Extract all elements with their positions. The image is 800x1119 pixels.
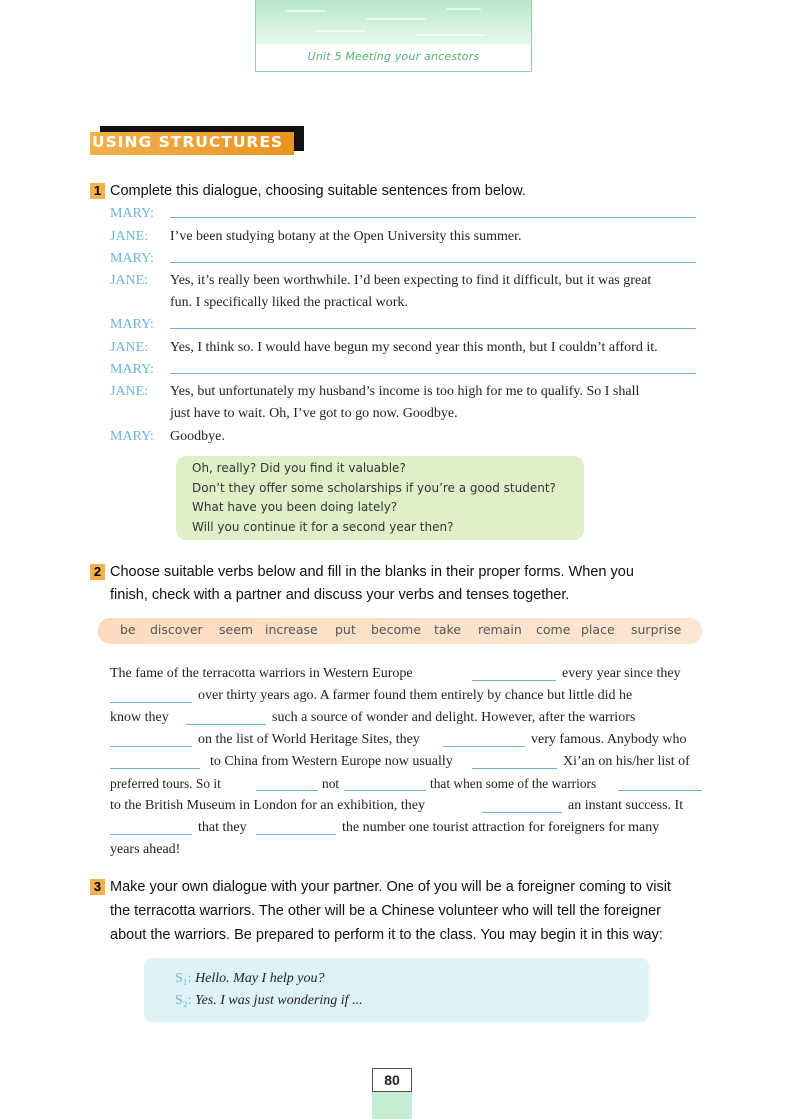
word-item: place <box>581 622 615 637</box>
verb-blank-3[interactable] <box>186 710 266 725</box>
word-item: take <box>434 622 462 637</box>
page-number: 80 <box>372 1068 412 1092</box>
speaker-jane: JANE: <box>110 273 149 288</box>
speaker-jane: JANE: <box>110 229 149 244</box>
speaker-mary: MARY: <box>110 317 154 332</box>
header-band <box>256 0 531 44</box>
speaker-mary: MARY: <box>110 429 154 444</box>
verb-blank-10[interactable] <box>618 776 702 791</box>
speaker-jane: JANE: <box>110 340 149 355</box>
jane-line-2a: Yes, it’s really been worthwhile. I’d been expecting to find it difficult, but it was great <box>170 273 652 288</box>
page-number-tab <box>372 1068 412 1119</box>
unit-header <box>255 0 532 72</box>
paragraph-line: to China from Western Europe now usually Xi’an on his/her list of <box>110 754 702 776</box>
paragraph-line: The fame of the terracotta warriors in Western Europe every year since they <box>110 666 681 681</box>
mary-last-line: Goodbye. <box>170 429 225 444</box>
paragraph-line: that they the number one tourist attraction for foreigners for many <box>110 820 702 842</box>
exercise-3-number: 3 <box>90 879 105 895</box>
speaker-jane: JANE: <box>110 384 149 399</box>
paragraph-line: know they such a source of wonder and delight. However, after the warriors <box>110 710 636 725</box>
exercise-2-instruction-2: finish, check with a partner and discuss your verbs and tenses together. <box>110 587 570 603</box>
option-item: What have you been doing lately? <box>192 500 398 514</box>
speaker-s2: S₂: <box>175 993 192 1008</box>
option-item: Don’t they offer some scholarships if you’re a good student? <box>192 480 556 495</box>
answer-blank-3[interactable] <box>170 314 696 329</box>
option-item: Oh, really? Did you find it valuable? <box>192 461 406 475</box>
answer-blank-4[interactable] <box>170 359 696 374</box>
verb-blank-13[interactable] <box>256 820 336 835</box>
paragraph-line: on the list of World Heritage Sites, they very famous. Anybody who <box>110 732 702 754</box>
sample-dialogue-box <box>144 958 649 1022</box>
exercise-3-instruction: Make your own dialogue with your partner. One of you will be a foreigner coming to visit the terracotta warriors. The other will be a Chinese volunteer who will tell the foreigner about the warriors. Be prepared to perform it to the class. You may begin it in this way: <box>110 879 671 943</box>
word-bank <box>98 618 702 644</box>
option-item: Will you continue it for a second year then? <box>192 519 454 534</box>
section-title: USING STRUCTURES <box>92 133 284 151</box>
verb-blank-1[interactable] <box>472 666 556 681</box>
speaker-mary: MARY: <box>110 251 154 266</box>
verb-blank-2[interactable] <box>110 688 192 703</box>
speaker-s1: S₁: <box>175 971 192 986</box>
word-item: be <box>120 622 136 637</box>
jane-line-4a: Yes, but unfortunately my husband’s income is too high for me to qualify. So I shall <box>170 384 640 399</box>
verb-blank-9[interactable] <box>344 776 426 791</box>
options-box <box>176 456 584 540</box>
verb-blank-7[interactable] <box>472 754 557 769</box>
verb-blank-8[interactable] <box>256 776 318 791</box>
verb-blank-5[interactable] <box>443 732 525 747</box>
word-item: become <box>371 622 422 637</box>
word-item: come <box>536 622 571 637</box>
sample-line-1: S₁: Hello. May I help you? <box>175 971 325 986</box>
word-item: seem <box>219 622 254 637</box>
exercise-2-number: 2 <box>90 564 105 580</box>
word-item: increase <box>265 622 318 637</box>
speaker-mary: MARY: <box>110 206 154 221</box>
jane-line-2b: fun. I specifically liked the practical work. <box>170 295 408 310</box>
paragraph-line: over thirty years ago. A farmer found them entirely by chance but little did he <box>110 688 702 710</box>
jane-line-1: I’ve been studying botany at the Open University this summer. <box>170 229 522 244</box>
exercise-1-instruction: Complete this dialogue, choosing suitable sentences from below. <box>110 183 526 199</box>
paragraph-line: years ahead! <box>110 842 181 857</box>
word-item: discover <box>150 622 203 637</box>
verb-blank-4[interactable] <box>110 732 192 747</box>
paragraph-line: preferred tours. So it not that when some of the warriors <box>110 776 702 798</box>
verb-blank-12[interactable] <box>110 820 192 835</box>
sample-line-2: S₂: Yes. I was just wondering if ... <box>175 993 363 1008</box>
answer-blank-2[interactable] <box>170 248 696 263</box>
answer-blank-1[interactable] <box>170 203 696 218</box>
exercise-1-number: 1 <box>90 183 105 199</box>
verb-blank-11[interactable] <box>482 798 562 813</box>
exercise-2-instruction-1: Choose suitable verbs below and fill in the blanks in their proper forms. When you <box>110 564 634 580</box>
jane-line-4b: just have to wait. Oh, I’ve got to go now. Goodbye. <box>170 406 458 421</box>
unit-title: Unit 5 Meeting your ancestors <box>307 50 480 63</box>
verb-blank-6[interactable] <box>110 754 200 769</box>
speaker-mary: MARY: <box>110 362 154 377</box>
word-item: remain <box>478 622 522 637</box>
jane-line-3: Yes, I think so. I would have begun my second year this month, but I couldn’t afford it. <box>170 340 658 355</box>
word-item: surprise <box>631 622 682 637</box>
section-banner <box>90 129 302 155</box>
paragraph-line: to the British Museum in London for an exhibition, they an instant success. It <box>110 798 684 813</box>
word-item: put <box>335 622 356 637</box>
